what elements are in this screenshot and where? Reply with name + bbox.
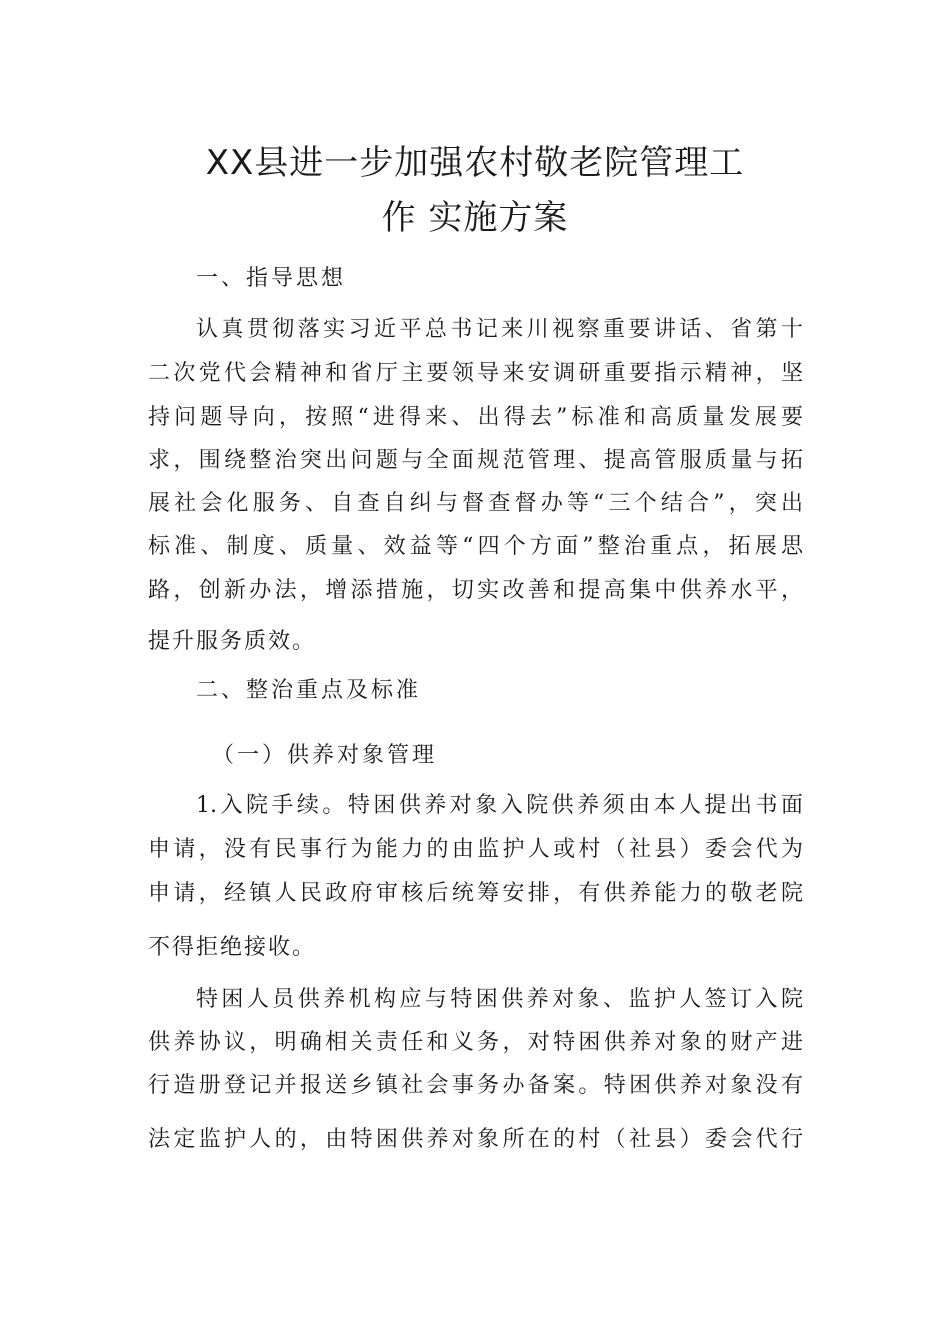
paragraph-line: 标准、制度、质量、效益等“四个方面”整治重点，拓展思	[148, 534, 803, 559]
paragraph-line: 二次党代会精神和省厅主要领导来安调研重要指示精神，坚	[148, 361, 803, 386]
document-title-line-2: 作 实施方案	[381, 198, 569, 238]
paragraph-line: 展社会化服务、自查自纠与督查督办等“三个结合”，突出	[148, 491, 803, 516]
subsection-heading-recipient-management: （一）供养对象管理	[212, 743, 438, 768]
paragraph-line: 路，创新办法，增添措施，切实改善和提高集中供养水平，	[148, 578, 803, 603]
paragraph-line: 申请，经镇人民政府审核后统筹安排，有供养能力的敬老院	[148, 881, 803, 906]
paragraph-line: 持问题导向，按照“进得来、出得去”标准和高质量发展要	[148, 405, 803, 430]
paragraph-line: 法定监护人的，由特困供养对象所在的村（社县）委会代行	[148, 1127, 803, 1152]
paragraph-line: 求，围绕整治突出问题与全面规范管理、提高管服质量与拓	[148, 448, 803, 473]
paragraph-line: 特困人员供养机构应与特困供养对象、监护人签订入院	[196, 987, 803, 1012]
section-heading-guiding-thought: 一、指导思想	[196, 266, 347, 291]
document-title-line-1: XX县进一步加强农村敬老院管理工	[205, 143, 745, 183]
paragraph-line: 1.入院手续。特困供养对象入院供养须由本人提出书面	[196, 793, 803, 818]
paragraph-line: 供养协议，明确相关责任和义务，对特困供养对象的财产进	[148, 1030, 803, 1055]
paragraph-line: 提升服务质效。	[148, 629, 317, 654]
paragraph-line: 申请，没有民事行为能力的由监护人或村（社县）委会代为	[148, 837, 803, 862]
paragraph-line: 认真贯彻落实习近平总书记来川视察重要讲话、省第十	[196, 317, 803, 342]
paragraph-line: 不得拒绝接收。	[148, 935, 317, 960]
section-heading-key-points: 二、整治重点及标准	[196, 678, 422, 703]
paragraph-line: 行造册登记并报送乡镇社会事务办备案。特困供养对象没有	[148, 1073, 803, 1098]
